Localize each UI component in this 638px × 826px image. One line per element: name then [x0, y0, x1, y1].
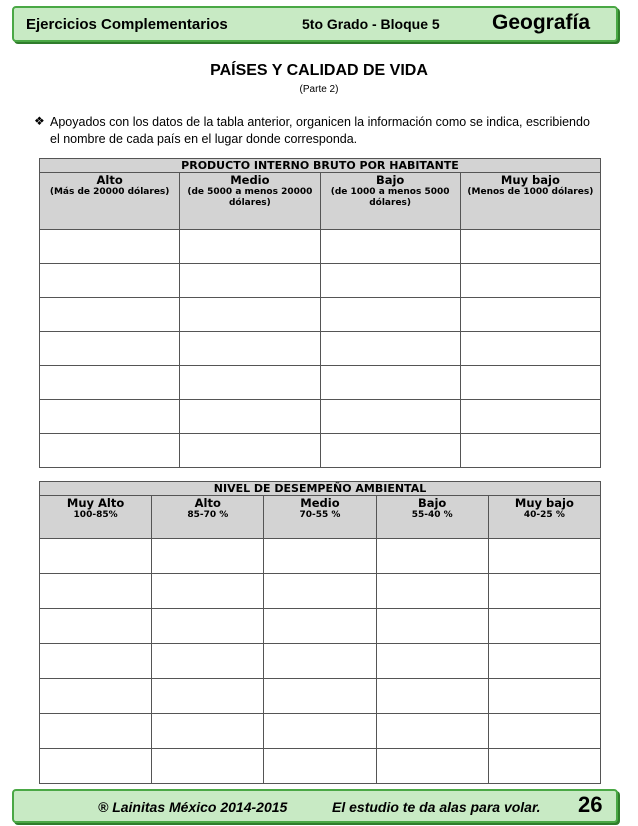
environment-table [39, 481, 601, 784]
header-left-text: Ejercicios Complementarios [26, 16, 228, 33]
gdp-table-title: PRODUCTO INTERNO BRUTO POR HABITANTE [40, 159, 601, 173]
gdp-column-header [180, 173, 320, 230]
answer-cell[interactable] [320, 230, 460, 264]
answer-cell[interactable] [40, 539, 152, 574]
answer-cell[interactable] [376, 574, 488, 609]
env-column-header [40, 496, 152, 539]
answer-cell[interactable] [40, 400, 180, 434]
column-range: (de 5000 a menos 20000 dólares) [187, 187, 313, 208]
page-footer [12, 789, 618, 823]
answer-cell[interactable] [488, 679, 600, 714]
answer-cell[interactable] [40, 264, 180, 298]
table-row [40, 644, 601, 679]
env-column-header [264, 496, 376, 539]
answer-cell[interactable] [180, 366, 320, 400]
answer-cell[interactable] [460, 264, 600, 298]
answer-cell[interactable] [180, 230, 320, 264]
answer-cell[interactable] [460, 400, 600, 434]
answer-cell[interactable] [40, 366, 180, 400]
environment-table-title: NIVEL DE DESEMPEÑO AMBIENTAL [40, 482, 601, 496]
answer-cell[interactable] [40, 749, 152, 784]
answer-cell[interactable] [152, 714, 264, 749]
column-label: Alto [194, 496, 221, 510]
header-grade-text: 5to Grado - Bloque 5 [302, 16, 440, 32]
column-range: (Más de 20000 dólares) [49, 187, 170, 197]
column-label: Bajo [375, 173, 405, 187]
table-row [40, 714, 601, 749]
answer-cell[interactable] [320, 400, 460, 434]
answer-cell[interactable] [40, 644, 152, 679]
answer-cell[interactable] [180, 400, 320, 434]
page-title: PAÍSES Y CALIDAD DE VIDA [210, 62, 428, 79]
answer-cell[interactable] [40, 434, 180, 468]
column-label: Muy Alto [66, 496, 125, 510]
answer-cell[interactable] [40, 298, 180, 332]
env-column-header [488, 496, 600, 539]
column-range: (Menos de 1000 dólares) [467, 187, 594, 197]
column-range: (de 1000 a menos 5000 dólares) [330, 187, 450, 208]
table-row [40, 749, 601, 784]
answer-cell[interactable] [180, 332, 320, 366]
answer-cell[interactable] [40, 609, 152, 644]
page-subtitle: (Parte 2) [299, 84, 339, 95]
column-range: 55-40 % [411, 510, 453, 520]
header-subject-text: Geografía [492, 11, 591, 34]
gdp-column-header [320, 173, 460, 230]
answer-cell[interactable] [460, 434, 600, 468]
answer-cell[interactable] [460, 230, 600, 264]
answer-cell[interactable] [152, 574, 264, 609]
answer-cell[interactable] [376, 644, 488, 679]
env-column-header [376, 496, 488, 539]
table-row [40, 298, 601, 332]
answer-cell[interactable] [264, 574, 376, 609]
answer-cell[interactable] [320, 332, 460, 366]
answer-cell[interactable] [488, 644, 600, 679]
answer-cell[interactable] [152, 679, 264, 714]
answer-cell[interactable] [488, 714, 600, 749]
answer-cell[interactable] [264, 679, 376, 714]
column-range: 70-55 % [299, 510, 341, 520]
answer-cell[interactable] [152, 609, 264, 644]
gdp-column-header [460, 173, 600, 230]
diamond-bullet-icon: ❖ [34, 114, 45, 128]
answer-cell[interactable] [488, 749, 600, 784]
answer-cell[interactable] [180, 298, 320, 332]
answer-cell[interactable] [40, 679, 152, 714]
column-range: 40-25 % [523, 510, 565, 520]
answer-cell[interactable] [376, 609, 488, 644]
answer-cell[interactable] [376, 714, 488, 749]
answer-cell[interactable] [320, 366, 460, 400]
answer-cell[interactable] [40, 332, 180, 366]
column-range: 100-85% [73, 510, 118, 520]
table-row [40, 574, 601, 609]
page-number: 26 [578, 792, 603, 817]
table-row [40, 366, 601, 400]
answer-cell[interactable] [376, 679, 488, 714]
answer-cell[interactable] [460, 366, 600, 400]
answer-cell[interactable] [376, 539, 488, 574]
answer-cell[interactable] [488, 574, 600, 609]
answer-cell[interactable] [488, 609, 600, 644]
table-row [40, 264, 601, 298]
table-row [40, 434, 601, 468]
answer-cell[interactable] [460, 332, 600, 366]
answer-cell[interactable] [460, 298, 600, 332]
answer-cell[interactable] [376, 749, 488, 784]
column-label: Muy bajo [500, 173, 560, 187]
column-label: Medio [300, 496, 340, 510]
answer-cell[interactable] [264, 749, 376, 784]
footer-copyright: ® Lainitas México 2014-2015 [98, 799, 288, 815]
column-range: 85-70 % [187, 510, 229, 520]
table-row [40, 332, 601, 366]
answer-cell[interactable] [152, 749, 264, 784]
answer-cell[interactable] [264, 609, 376, 644]
answer-cell[interactable] [40, 574, 152, 609]
column-label: Bajo [417, 496, 447, 510]
answer-cell[interactable] [264, 714, 376, 749]
answer-cell[interactable] [152, 539, 264, 574]
column-label: Medio [230, 173, 270, 187]
answer-cell[interactable] [320, 434, 460, 468]
table-row [40, 400, 601, 434]
answer-cell[interactable] [40, 714, 152, 749]
table-row [40, 609, 601, 644]
answer-cell[interactable] [40, 230, 180, 264]
answer-cell[interactable] [320, 298, 460, 332]
answer-cell[interactable] [180, 434, 320, 468]
gdp-column-header [40, 173, 180, 230]
instruction-text: Apoyados con los datos de la tabla anterior, organicen la información como se indica, escribiendo el nombre de cada país en el lugar donde corresponda. [50, 115, 590, 146]
answer-cell[interactable] [488, 539, 600, 574]
answer-cell[interactable] [152, 644, 264, 679]
page-header [12, 6, 618, 42]
env-column-header [152, 496, 264, 539]
table-row [40, 230, 601, 264]
gdp-table [39, 158, 601, 468]
column-label: Muy bajo [514, 496, 574, 510]
answer-cell[interactable] [320, 264, 460, 298]
answer-cell[interactable] [264, 539, 376, 574]
column-label: Alto [96, 173, 123, 187]
answer-cell[interactable] [180, 264, 320, 298]
footer-motto: El estudio te da alas para volar. [332, 799, 541, 815]
table-row [40, 539, 601, 574]
table-row [40, 679, 601, 714]
answer-cell[interactable] [264, 644, 376, 679]
